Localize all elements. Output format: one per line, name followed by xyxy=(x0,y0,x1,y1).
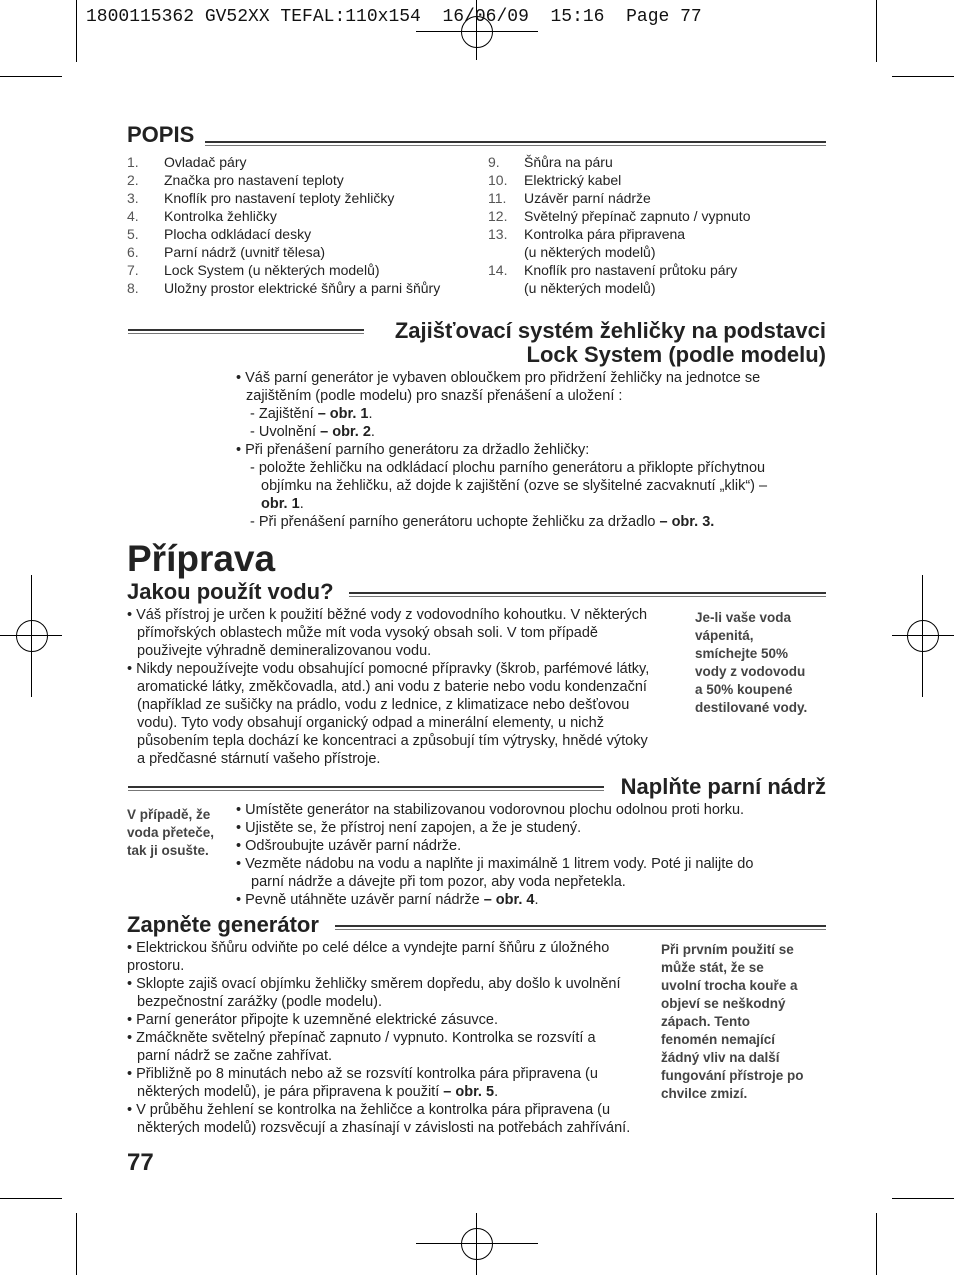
nadrz-rule xyxy=(128,786,604,788)
text-line: voda přeteče, xyxy=(127,825,215,840)
text-line: vody z vodovodu xyxy=(695,664,806,679)
generator-title: Zapněte generátor xyxy=(127,912,319,937)
lock-d3a: - položte žehličku na odkládací plochu parního generátoru a přiklopte příchytnou xyxy=(250,460,766,476)
text-line: aromatické látky, změkčovadla, atd.) ani vodu z baterie nebo vodu kondenzační xyxy=(137,679,647,695)
voda-note xyxy=(695,609,807,717)
nadrz-note xyxy=(127,806,214,860)
list-label: Lock System (u některých modelů) xyxy=(164,262,380,278)
crop-mark xyxy=(892,1198,954,1199)
crop-mark xyxy=(876,0,877,62)
lock-body xyxy=(236,369,826,531)
print-header: 1800115362 GV52XX TEFAL:110x154 16/06/09 15:16 Page 77 xyxy=(86,7,702,27)
crop-mark xyxy=(76,1213,77,1275)
lock-p2: • Při přenášení parního generátoru za držadlo žehličky: xyxy=(236,442,590,458)
list-label: Uzávěr parní nádrže xyxy=(524,190,651,206)
list-label: Plocha odkládací desky xyxy=(164,226,312,242)
list-number: 13. xyxy=(488,226,508,242)
text-line: • Nikdy nepoužívejte vodu obsahující pomocné přípravky (škrob, parfémové látky, xyxy=(127,661,650,677)
text-line: parní nádrže a dávejte při tom pozor, aby voda nepřetekla. xyxy=(251,874,626,890)
list-label: Kontrolka pára připravena xyxy=(524,226,686,242)
list-number: 12. xyxy=(488,208,508,224)
lock-rule xyxy=(128,329,364,331)
text-line: a předčasné stárnutí vašeho přístroje. xyxy=(137,751,381,767)
text-line: • Vezměte nádobu na vodu a naplňte ji maximálně 1 litrem vody. Poté ji nalijte do xyxy=(236,856,754,872)
text-line: • Ujistěte se, že přístroj není zapojen, a že je studený. xyxy=(236,820,582,836)
text-line: některých modelů) rozsvěcují a zhasínají v závislosti na potřebách zahřívání. xyxy=(137,1120,631,1136)
crop-mark xyxy=(76,0,77,62)
lock-d4: - Při přenášení parního generátoru uchopte žehličku za držadlo – obr. 3. xyxy=(250,514,715,530)
crop-mark xyxy=(0,1198,62,1199)
text-line: působením tepla dochází ke koncentraci a způsobují tím výtrysky, hnědé výtoky xyxy=(137,733,648,749)
text-line: uvolní trocha kouře a xyxy=(661,978,798,993)
list-label: Světelný přepínač zapnuto / vypnuto xyxy=(524,208,751,224)
text-line: smíchejte 50% xyxy=(695,646,789,661)
popis-title: POPIS xyxy=(127,122,195,147)
crop-mark xyxy=(876,1213,877,1275)
text-line: • Odšroubujte uzávěr parní nádrže. xyxy=(236,838,462,854)
lock-d3c: obr. 1. xyxy=(261,496,304,512)
crop-mark xyxy=(892,76,954,77)
priprava-title: Příprava xyxy=(127,538,276,579)
generator-note xyxy=(661,941,804,1103)
list-number: 9. xyxy=(488,154,500,170)
list-label: Knoflík pro nastavení teploty žehličky xyxy=(164,190,395,206)
list-label: Kontrolka žehličky xyxy=(164,208,277,224)
text-line: fenomén nemající xyxy=(661,1032,776,1047)
lock-p1a: • Váš parní generátor je vybaven obloučkem pro přidržení žehličky na jednotce se xyxy=(236,370,761,386)
text-line: (například ze sušičky na prádlo, vodu z lednice, z klimatizace nebo dešťovou xyxy=(137,697,630,713)
text-line: některých modelů), je pára připravena k použití – obr. 5. xyxy=(137,1084,499,1100)
text-line: • Přibližně po 8 minutách nebo až se rozsvítí kontrolka pára připravena (u xyxy=(127,1066,598,1082)
list-label: (u některých modelů) xyxy=(524,280,656,296)
text-line: • Pevně utáhněte uzávěr parní nádrže – obr. 4. xyxy=(236,892,539,908)
crop-mark xyxy=(0,76,62,77)
list-number: 2. xyxy=(127,172,139,188)
text-line: Při prvním použití se xyxy=(661,942,794,957)
text-line: prostoru. xyxy=(127,958,185,974)
text-line: může stát, že se xyxy=(661,960,764,975)
list-label: Knoflík pro nastavení průtoku páry xyxy=(524,262,738,278)
list-label: Parní nádrž (uvnitř tělesa) xyxy=(164,244,326,260)
text-line: • Elektrickou šňůru odviňte po celé délce a vyndejte parní šňůru z úložného xyxy=(127,940,610,956)
text-line: vodu). Tyto vody obsahují organický odpad a minerální elementy, u nichž xyxy=(137,715,604,731)
list-number: 14. xyxy=(488,262,508,278)
list-number: 11. xyxy=(488,190,507,206)
nadrz-body xyxy=(236,801,826,909)
list-number: 5. xyxy=(127,226,139,242)
text-line: • Umístěte generátor na stabilizovanou vodorovnou plochu odolnou proti horku. xyxy=(236,802,745,818)
text-line: zápach. Tento xyxy=(661,1014,751,1029)
voda-body xyxy=(127,606,692,768)
list-number: 3. xyxy=(127,190,139,206)
text-line: vápenitá, xyxy=(695,628,754,643)
text-line: • Váš přístroj je určen k použití běžné vody z vodovodního kohoutku. V některých xyxy=(127,607,648,623)
list-label: Uložny prostor elektrické šňůry a parni šňůry xyxy=(164,280,441,296)
list-number: 7. xyxy=(127,262,139,278)
list-number: 8. xyxy=(127,280,139,296)
text-line: chvilce zmizí. xyxy=(661,1086,748,1101)
list-label: Elektrický kabel xyxy=(524,172,622,188)
list-number: 6. xyxy=(127,244,139,260)
lock-d3b: objímku na žehličku, až dojde k zajištění (ozve se slyšitelné zacvaknutí „klik“) – xyxy=(261,478,768,494)
text-line: Je-li vaše voda xyxy=(695,610,792,625)
voda-rule xyxy=(349,592,826,594)
list-label: Ovladač páry xyxy=(164,154,247,170)
text-line: a 50% koupené xyxy=(695,682,793,697)
generator-rule xyxy=(335,925,826,927)
lock-title-2: Lock System (podle modelu) xyxy=(526,342,826,367)
list-label: Značka pro nastavení teploty xyxy=(164,172,344,188)
text-line: použivejte výhradně demineralizovanou vodu. xyxy=(137,643,432,659)
text-line: parní nádrž se začne zahřívat. xyxy=(137,1048,333,1064)
lock-d1: - Zajištění – obr. 1. xyxy=(250,406,373,422)
list-number: 10. xyxy=(488,172,508,188)
popis-rule xyxy=(205,141,826,143)
lock-d2: - Uvolnění – obr. 2. xyxy=(250,424,375,440)
text-line: fungování přístroje po xyxy=(661,1068,804,1083)
text-line: V případě, že xyxy=(127,807,211,822)
list-label: Šňůra na páru xyxy=(524,154,613,170)
list-number: 1. xyxy=(127,154,139,170)
generator-body xyxy=(127,939,657,1137)
text-line: bezpečnostní zarážky (podle modelu). xyxy=(137,994,383,1010)
text-line: tak ji osušte. xyxy=(127,843,209,858)
text-line: • Sklopte zajiš ovací objímku žehličky směrem dopředu, aby došlo k uvolnění xyxy=(127,976,621,992)
list-number: 4. xyxy=(127,208,139,224)
text-line: přímořských oblastech může mít voda vysoký obsah soli. V tom případě xyxy=(137,625,598,641)
text-line: • V průběhu žehlení se kontrolka na žehličce a kontrolka pára připravena (u xyxy=(127,1102,611,1118)
text-line: • Zmáčkněte světelný přepínač zapnuto / vypnuto. Kontrolka se rozsvítí a xyxy=(127,1030,596,1046)
text-line: • Parní generátor připojte k uzemněné elektrické zásuvce. xyxy=(127,1012,498,1028)
text-line: objeví se neškodný xyxy=(661,996,786,1011)
list-label: (u některých modelů) xyxy=(524,244,656,260)
text-line: destilované vody. xyxy=(695,700,808,715)
page-number: 77 xyxy=(127,1149,154,1176)
lock-title-1: Zajišťovací systém žehličky na podstavci xyxy=(394,318,826,343)
text-line: žádný vliv na další xyxy=(661,1050,780,1065)
nadrz-title: Naplňte parní nádrž xyxy=(620,774,826,799)
voda-title: Jakou použít vodu? xyxy=(127,579,334,604)
lock-p1b: zajištěním (podle modelu) pro snazší přenášení a uložení : xyxy=(246,388,623,404)
